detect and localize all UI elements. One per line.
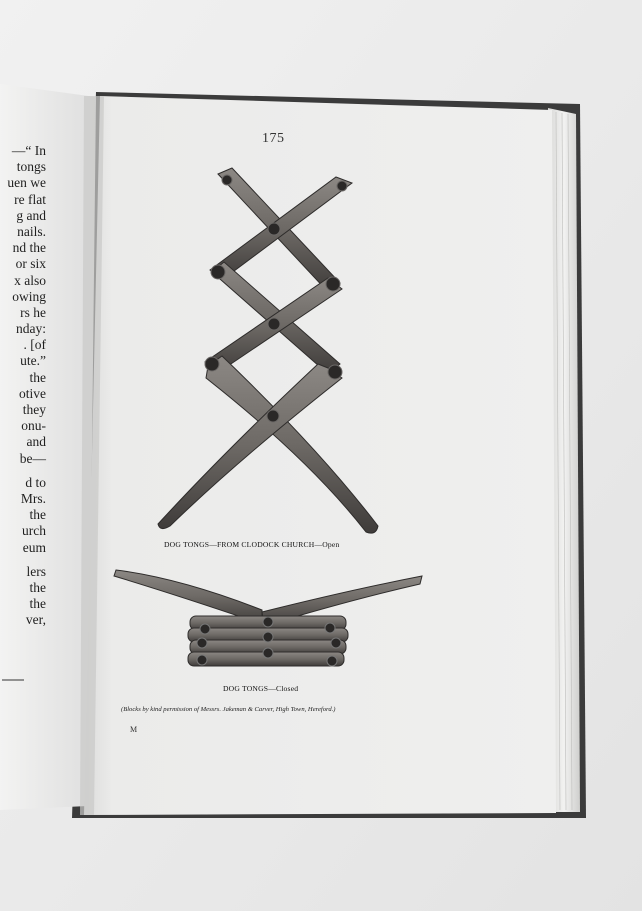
left-line: ute.” (20, 353, 46, 369)
left-page-text (0, 143, 46, 628)
page-number: 175 (262, 131, 285, 146)
left-line: nails. (17, 223, 46, 239)
left-line: x also (14, 272, 46, 288)
left-line: or six (15, 256, 46, 272)
left-line: the (29, 507, 46, 523)
left-line: otive (19, 385, 46, 401)
left-line: g and (16, 207, 46, 223)
left-line: —“ In (11, 143, 46, 158)
left-line: nday: (16, 321, 46, 337)
left-line: the (29, 369, 46, 385)
left-line: lers (26, 563, 46, 579)
caption-open-tongs: DOG TONGS—FROM CLODOCK CHURCH—Open (164, 540, 340, 549)
left-line: be— (19, 450, 46, 466)
left-line: the (29, 579, 46, 595)
left-line: re flat (14, 191, 46, 207)
left-line: . [of (23, 337, 46, 353)
left-line: d to (25, 474, 46, 490)
left-line: onu- (21, 418, 46, 434)
signature-mark: M (130, 725, 138, 734)
left-line: tongs (16, 159, 46, 175)
caption-closed-tongs: DOG TONGS—Closed (223, 684, 299, 693)
left-line: nd the (12, 240, 46, 256)
left-line: ver, (25, 612, 46, 628)
left-line: they (22, 402, 46, 417)
left-line: Mrs. (20, 490, 46, 506)
block-credit: (Blocks by kind permission of Messrs. Jakeman & Carver, High Town, Hereford.) (121, 706, 336, 713)
left-line: uen we (7, 175, 46, 191)
left-line: the (29, 596, 46, 612)
left-line: rs he (20, 304, 46, 320)
left-line: and (26, 434, 46, 450)
left-line: owing (12, 288, 46, 304)
left-line: urch (22, 523, 46, 539)
left-line: eum (22, 539, 46, 555)
